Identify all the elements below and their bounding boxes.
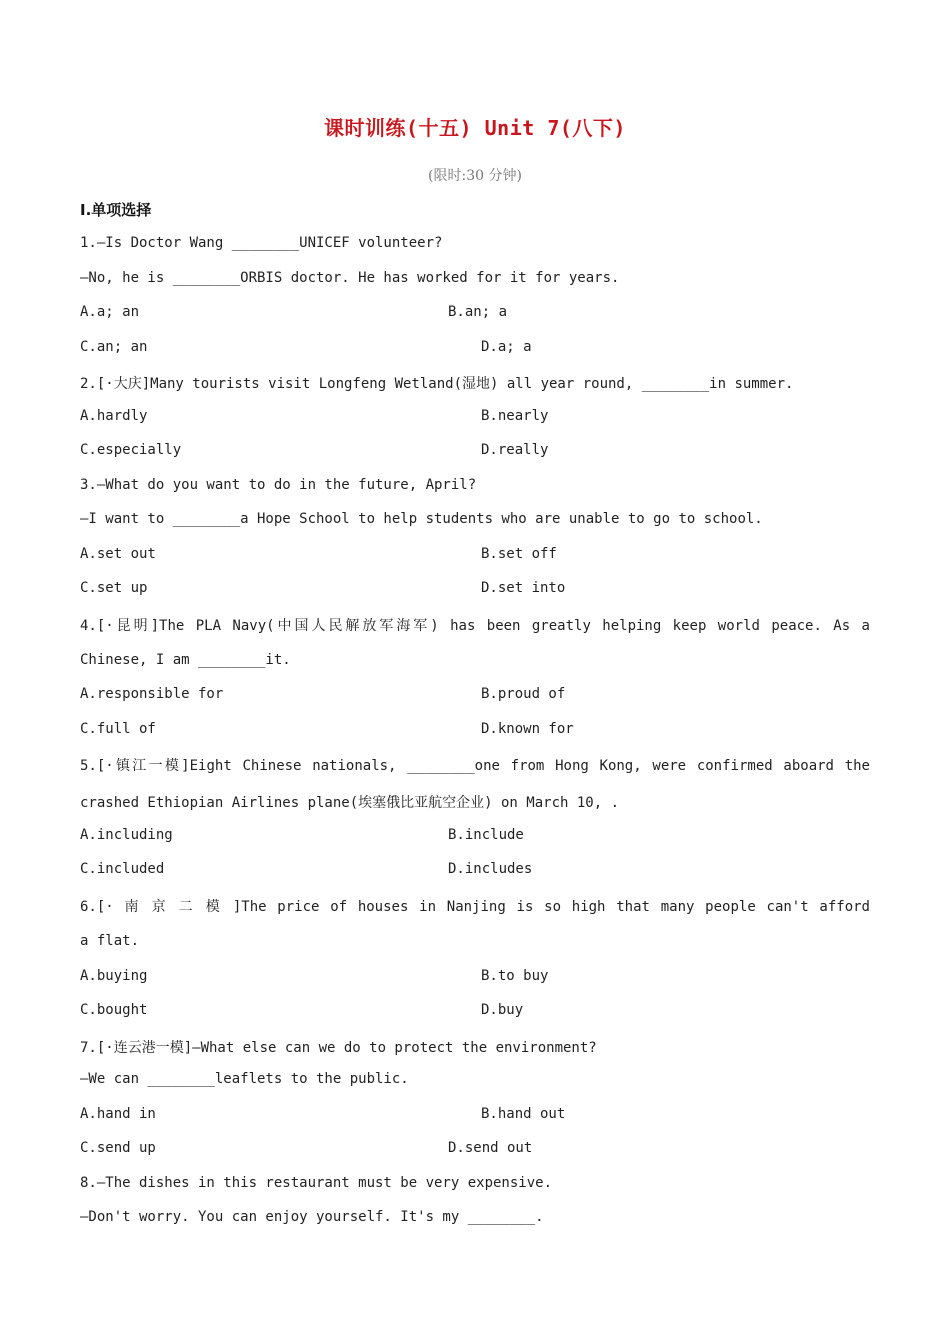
- question-1-option-b: B.an; a: [448, 304, 508, 320]
- question-2-option-d: D.really: [481, 442, 549, 458]
- question-6-option-a: A.buying: [80, 968, 148, 984]
- time-limit: (限时:30 分钟): [428, 168, 522, 184]
- question-2-line-1: 2.[·大庆]Many tourists visit Longfeng Wetland(湿地) all year round, ________in summer.: [80, 376, 794, 392]
- question-1-option-d: D.a; a: [481, 339, 532, 355]
- question-7-option-b: B.hand out: [481, 1106, 566, 1122]
- question-5-option-c: C.included: [80, 861, 165, 877]
- question-6-option-b: B.to buy: [481, 968, 549, 984]
- question-7-line-1: 7.[·连云港一模]—What else can we do to protect the environment?: [80, 1040, 597, 1056]
- question-6-line-1: 6.[· 南 京 二 模 ]The price of houses in Nanjing is so high that many people can't afford: [80, 899, 870, 915]
- question-5-line-1: 5.[·镇江一模]Eight Chinese nationals, ________one from Hong Kong, were confirmed aboard the: [80, 758, 870, 774]
- question-7-option-d: D.send out: [448, 1140, 533, 1156]
- question-3-option-d: D.set into: [481, 580, 566, 596]
- question-8-line-1: 8.—The dishes in this restaurant must be very expensive.: [80, 1175, 553, 1191]
- question-1-option-c: C.an; an: [80, 339, 148, 355]
- question-4-line-2: Chinese, I am ________it.: [80, 652, 291, 668]
- question-3-line-2: —I want to ________a Hope School to help students who are unable to go to school.: [80, 511, 763, 527]
- question-6-option-c: C.bought: [80, 1002, 148, 1018]
- question-4-option-d: D.known for: [481, 721, 574, 737]
- question-5-option-a: A.including: [80, 827, 173, 843]
- question-3-option-b: B.set off: [481, 546, 557, 562]
- question-1-option-a: A.a; an: [80, 304, 140, 320]
- question-7-line-2: —We can ________leaflets to the public.: [80, 1071, 409, 1087]
- question-8-line-2: —Don't worry. You can enjoy yourself. It's my ________.: [80, 1209, 544, 1225]
- question-5-option-d: D.includes: [448, 861, 533, 877]
- question-4-option-a: A.responsible for: [80, 686, 224, 702]
- question-1-line-2: —No, he is ________ORBIS doctor. He has worked for it for years.: [80, 270, 620, 286]
- question-3-option-a: A.set out: [80, 546, 156, 562]
- question-7-option-a: A.hand in: [80, 1106, 156, 1122]
- question-4-line-1: 4.[·昆明]The PLA Navy(中国人民解放军海军) has been greatly helping keep world peace. As a: [80, 618, 870, 634]
- question-5-line-2: crashed Ethiopian Airlines plane(埃塞俄比亚航空企业) on March 10, .: [80, 795, 620, 811]
- question-6-line-2: a flat.: [80, 933, 140, 949]
- question-1-line-1: 1.—Is Doctor Wang ________UNICEF volunteer?: [80, 235, 443, 251]
- question-4-option-b: B.proud of: [481, 686, 566, 702]
- question-2-option-b: B.nearly: [481, 408, 549, 424]
- question-4-option-c: C.full of: [80, 721, 156, 737]
- question-2-option-a: A.hardly: [80, 408, 148, 424]
- question-6-option-d: D.buy: [481, 1002, 524, 1018]
- question-2-option-c: C.especially: [80, 442, 182, 458]
- question-5-option-b: B.include: [448, 827, 524, 843]
- section-heading: Ⅰ.单项选择: [80, 201, 152, 219]
- question-3-option-c: C.set up: [80, 580, 148, 596]
- question-7-option-c: C.send up: [80, 1140, 156, 1156]
- question-3-line-1: 3.—What do you want to do in the future, April?: [80, 477, 477, 493]
- page-title: 课时训练(十五) Unit 7(八下): [324, 116, 626, 140]
